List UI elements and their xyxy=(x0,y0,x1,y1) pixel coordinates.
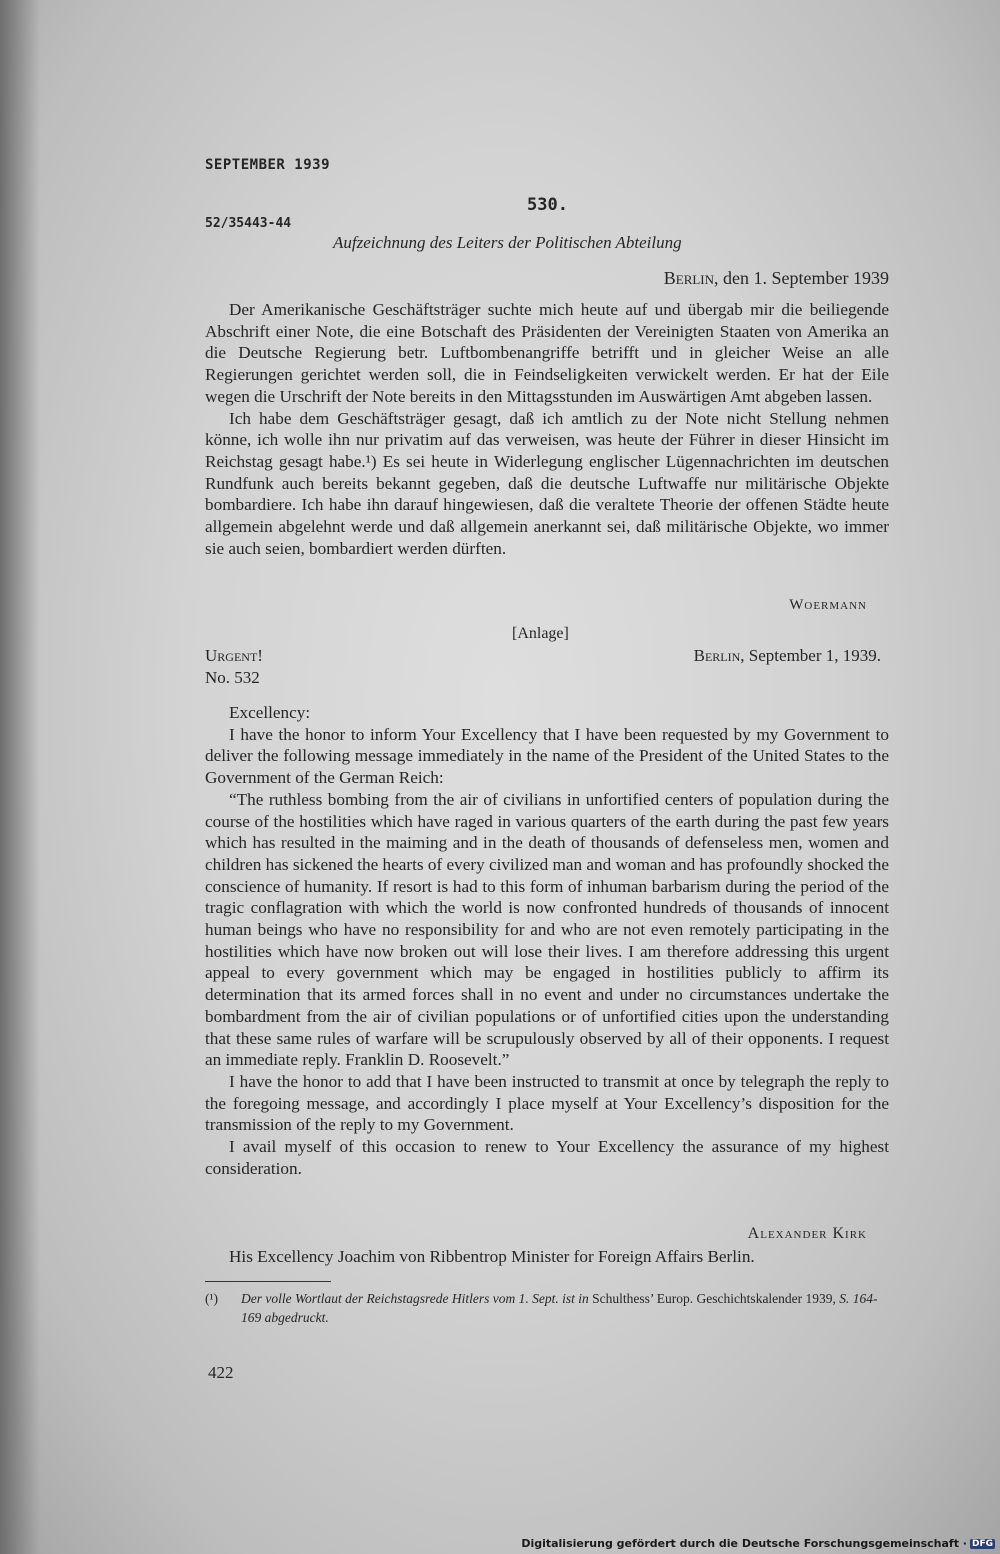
addressee-line: His Excellency Joachim von Ribbentrop Minister for Foreign Affairs Berlin. xyxy=(229,1247,755,1266)
paragraph: Der Amerikanische Geschäftsträger suchte mich heute auf und übergab mir die beiliegende Abschrift einer Note, die eine Botschaft des Präsidenten der Vereinigten Staaten von Amerika an die Deutsche Regierung betr. Luftbombenangriffe betrifft und in gleicher Weise an alle Regierungen gerichtet werden soll, die in Feindseligkeiten verwickelt werden. Er hat der Eile wegen die Urschrift der Note bereits in den Mittagsstunden im Auswärtigen Amt abgeben lassen. xyxy=(205,300,889,406)
file-reference: 52/35443-44 xyxy=(205,216,292,231)
enclosure-place-date xyxy=(694,646,881,666)
footnote-text-part: Der volle Wortlaut der Reichstagsrede Hitlers vom 1. Sept. ist in xyxy=(241,1291,589,1306)
urgent-label: Urgent! xyxy=(205,646,263,665)
footnote-text-part: Schulthess’ Europ. Geschichtskalender 1939, xyxy=(592,1291,836,1306)
dfg-banner-text: Digitalisierung gefördert durch die Deutsche Forschungsgemeinschaft · xyxy=(521,1537,967,1550)
paragraph: I avail myself of this occasion to renew to Your Excellency the assurance of my highest consideration. xyxy=(205,1137,889,1178)
footnote-divider xyxy=(205,1281,331,1282)
paragraph: “The ruthless bombing from the air of civilians in unfortified centers of population during the course of the hostilities which have raged in various quarters of the earth during the past few years which has resulted in the maiming and in the death of thousands of defenseless men, women and children has sickened the hearts of every civilized man and woman and has profoundly shocked the conscience of humanity. If resort is had to this form of inhuman barbarism during the period of the tragic conflagration with which the world is now confronted hundreds of thousands of innocent human beings who have no responsibility for and who are not even remotely participating in the hostilities which have now broken out will lose their lives. I am therefore addressing this urgent appeal to every government which may be engaged in hostilities publicly to affirm its determination that its armed forces shall in no event and under no circumstances undertake the bombardment from the air of civilian populations or of unfortified cities upon the understanding that these same rules of warfare will be scrupulously observed by all of their opponents. I request an immediate reply. Franklin D. Roosevelt.” xyxy=(205,789,889,1070)
english-body xyxy=(205,702,889,1179)
paragraph: I have the honor to inform Your Excellency that I have been requested by my Government to deliver the following message immediately in the name of the President of the United States to the Government of the German Reich: xyxy=(205,724,889,788)
running-head: SEPTEMBER 1939 xyxy=(205,157,331,173)
enclosure-label: [Anlage] xyxy=(512,625,569,642)
scan-edge-shadow xyxy=(0,0,40,1554)
place-name: Berlin, xyxy=(663,268,719,288)
footnote xyxy=(205,1289,889,1327)
note-number: No. 532 xyxy=(205,668,260,687)
place-name: Berlin, xyxy=(693,646,745,665)
footnote-mark: (¹) xyxy=(205,1291,219,1306)
document-number: 530. xyxy=(527,195,568,215)
date-text: September 1, 1939. xyxy=(748,646,881,665)
footnote-text xyxy=(241,1289,889,1327)
paragraph: I have the honor to add that I have been instructed to transmit at once by telegraph the reply to the foregoing message, and accordingly I place myself at Your Excellency’s disposition for the transmission of the reply to my Government. xyxy=(205,1071,889,1135)
date-text: den 1. September 1939 xyxy=(723,268,889,288)
place-date-line xyxy=(664,268,889,289)
dfg-logo-icon: DFG xyxy=(971,1538,993,1549)
german-body xyxy=(205,299,889,559)
document-title: Aufzeichnung des Leiters der Politischen Abteilung xyxy=(333,233,682,252)
paragraph: Ich habe dem Geschäftsträger gesagt, daß ich amtlich zu der Note nicht Stellung nehmen könne, ich wolle ihn nur privatim auf das verweisen, was heute der Führer in dieser Hinsicht im Reichstag gesagt habe.¹) Es sei heute in Widerlegung englischer Lügennachrichten im deutschen Rundfunk auch bereits bekannt gegeben, daß die deutsche Luftwaffe nur militärische Objekte bombardiere. Ich habe ihn darauf hingewiesen, daß die veraltete Theorie der offenen Städte heute allgemein abgelehnt werde und daß allgemein anerkannt sei, daß militärische Objekte, wo immer sie auch seien, bombardiert werden dürften. xyxy=(205,408,889,558)
salutation: Excellency: xyxy=(229,703,311,722)
dfg-banner xyxy=(521,1537,995,1550)
signature-woermann: Woermann xyxy=(789,597,867,613)
page-number: 422 xyxy=(208,1363,234,1382)
footnote-text-part: S. 164-169 abgedruckt. xyxy=(241,1291,878,1325)
signature-kirk: Alexander Kirk xyxy=(747,1225,867,1242)
